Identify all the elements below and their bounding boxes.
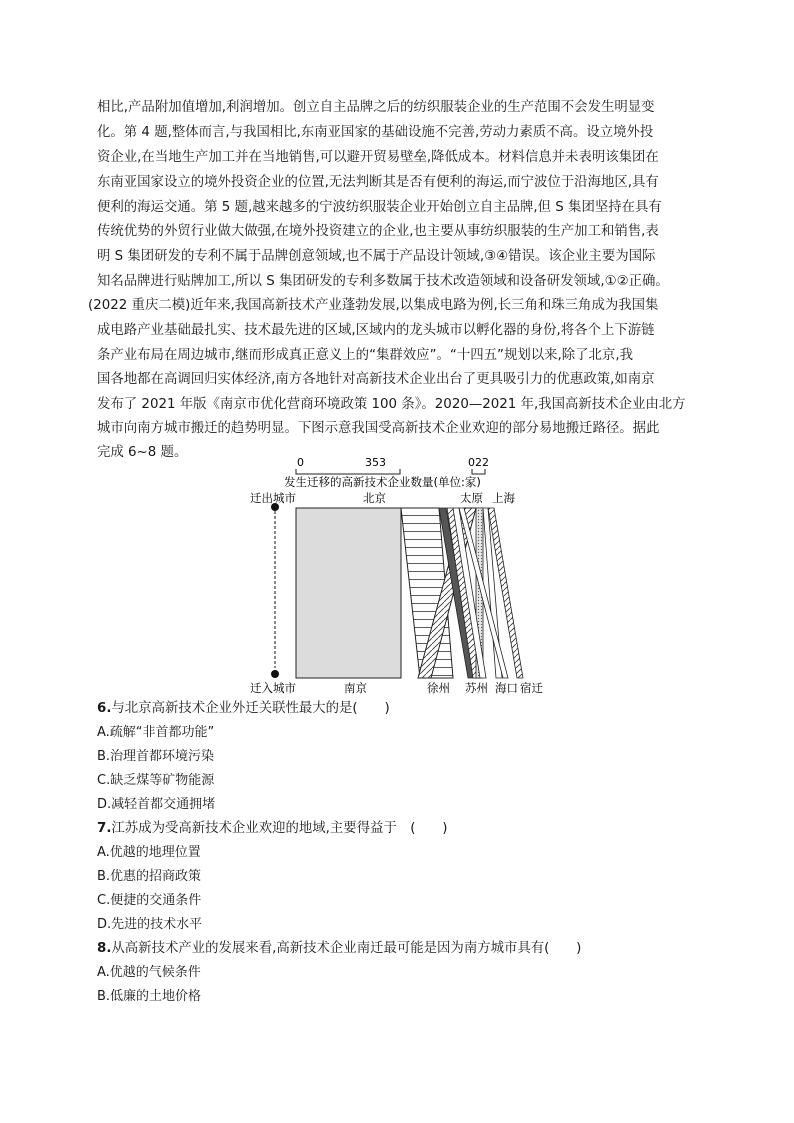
- option-b[interactable]: B.优惠的招商政策: [97, 869, 202, 884]
- question-stem: [97, 697, 717, 722]
- axis-arrow: [250, 491, 296, 695]
- text-line: 城市向南方城市搬迁的趋势明显。下图示意我国受高新技术企业欢迎的部分易地搬迁路径。据此: [97, 421, 660, 436]
- question-text: 与北京高新技术企业外迁关联性最大的是( ): [111, 701, 390, 716]
- text-line: 明 S 集团研发的专利不属于品牌创意领域,也不属于产品设计领域,③④错误。该企业主要为国际: [97, 249, 656, 264]
- text-line: 完成 6~8 题。: [97, 445, 188, 460]
- text-line: 传统优势的外贸行业做大做强,在境外投资建立的企业,也主要从事纺织服装的生产加工和销售,表: [97, 224, 659, 239]
- relocation-flow-figure: [240, 452, 560, 698]
- text-line: 便利的海运交通。第 5 题,越来越多的宁波纺织服装企业开始创立自主品牌,但 S 集团坚持在具有: [97, 200, 662, 215]
- origin-beijing: 北京: [363, 491, 386, 505]
- text-line: 化。第 4 题,整体而言,与我国相比,东南亚国家的基础设施不完善,劳动力素质不高。设立境外投: [97, 125, 654, 140]
- question-text: 从高新技术产业的发展来看,高新技术企业南迁最可能是因为南方城市具有( ): [111, 941, 582, 956]
- text-line: 国各地都在高调回归实体经济,南方各地针对高新技术企业出台了更具吸引力的优惠政策,如南京: [97, 372, 655, 387]
- scale-bar: [284, 456, 489, 489]
- flow-beijing-nanjing: [296, 508, 401, 678]
- question-stem: [97, 937, 717, 962]
- scale-mid-label: 353: [365, 456, 386, 469]
- question-text: 江苏成为受高新技术企业欢迎的地域,主要得益于 ( ): [111, 821, 448, 836]
- text-line: 资企业,在当地生产加工并在当地销售,可以避开贸易壁垒,降低成本。材料信息并未表明该集团在: [97, 150, 659, 165]
- scale-end-label: 022: [468, 456, 489, 469]
- origin-taiyuan: 太原: [460, 491, 483, 505]
- text-line: 发布了 2021 年版《南京市优化营商环境政策 100 条》。2020—2021 年,我国高新技术企业由北方: [97, 397, 686, 412]
- question-number: 6.: [97, 701, 112, 716]
- text-line: (2022 重庆二模)近年来,我国高新技术产业蓬勃发展,以集成电路为例,长三角和珠三角成为我国集: [88, 298, 659, 313]
- option-b[interactable]: B.低廉的土地价格: [97, 989, 202, 1004]
- text-line: 知名品牌进行贴牌加工,所以 S 集团研发的专利多数属于技术改造领域和设备研发领域,①②正确。: [97, 274, 669, 289]
- dest-suqian: 宿迁: [520, 681, 543, 695]
- option-a[interactable]: A.优越的地理位置: [97, 845, 201, 860]
- dest-nanjing: 南京: [344, 681, 367, 695]
- text-line: 成电路产业基础最扎实、技术最先进的区域,区域内的龙头城市以孵化器的身份,将各个上下游链: [97, 323, 655, 338]
- to-label: 迁入城市: [250, 681, 296, 695]
- flow-bands: [296, 508, 523, 678]
- dest-suzhou: 苏州: [465, 681, 488, 695]
- dest-xuzhou: 徐州: [427, 681, 450, 695]
- option-a[interactable]: A.优越的气候条件: [97, 965, 201, 980]
- question-number: 7.: [97, 821, 112, 836]
- option-c[interactable]: C.缺乏煤等矿物能源: [97, 773, 215, 788]
- scale-zero-label: 0: [297, 456, 304, 469]
- from-label: 迁出城市: [250, 491, 296, 505]
- question-stem: [97, 817, 717, 842]
- option-c[interactable]: C.便捷的交通条件: [97, 893, 202, 908]
- text-line: 相比,产品附加值增加,利润增加。创立自主品牌之后的纺织服装企业的生产范围不会发生明显变: [97, 100, 655, 115]
- scale-title: 发生迁移的高新技术企业数量(单位:家): [284, 475, 481, 489]
- question-number: 8.: [97, 941, 112, 956]
- dest-haikou: 海口: [495, 681, 518, 695]
- option-d[interactable]: D.先进的技术水平: [97, 917, 203, 932]
- option-d[interactable]: D.减轻首都交通拥堵: [97, 797, 216, 812]
- origin-shanghai: 上海: [492, 491, 515, 505]
- option-a[interactable]: A.疏解“非首都功能”: [97, 725, 215, 740]
- text-line: 东南亚国家设立的境外投资企业的位置,无法判断其是否有便利的海运,而宁波位于沿海地区,具有: [97, 175, 659, 190]
- option-b[interactable]: B.治理首都环境污染: [97, 749, 215, 764]
- text-line: 条产业布局在周边城市,继而形成真正意义上的“集群效应”。“十四五”规划以来,除了北京,我: [97, 348, 633, 363]
